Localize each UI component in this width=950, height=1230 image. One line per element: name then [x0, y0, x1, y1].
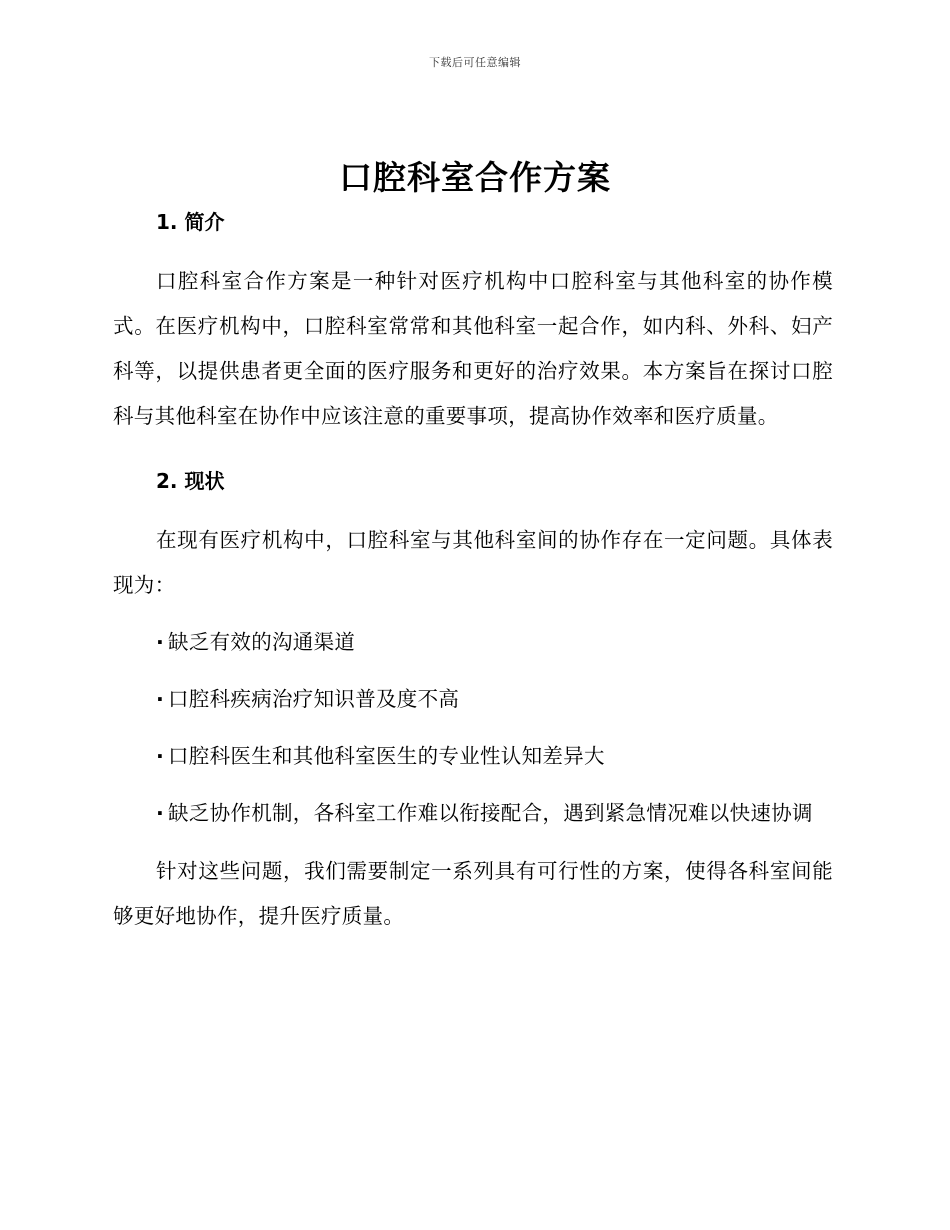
list-item	[113, 677, 833, 722]
document-body	[113, 200, 833, 939]
list-item	[113, 791, 833, 836]
document-title: 口腔科室合作方案	[339, 158, 611, 197]
page-header-note: 下载后可任意编辑	[429, 56, 521, 69]
list-item-text: 缺乏协作机制，各科室工作难以衔接配合，遇到紧急情况难以快速协调	[168, 801, 813, 825]
bullet-dot-icon: ·	[156, 630, 165, 654]
status-intro-paragraph: 在现有医疗机构中，口腔科室与其他科室间的协作存在一定问题。具体表现为：	[113, 528, 833, 597]
bullet-dot-icon: ·	[156, 687, 165, 711]
list-item-text: 口腔科疾病治疗知识普及度不高	[168, 687, 460, 711]
section-heading-introduction: 1. 简介	[156, 210, 225, 234]
list-item	[113, 620, 833, 665]
conclusion-paragraph: 针对这些问题，我们需要制定一系列具有可行性的方案，使得各科室间能够更好地协作，提升医疗质量。	[113, 859, 833, 928]
section-heading-status: 2. 现状	[156, 469, 225, 493]
bullet-dot-icon: ·	[156, 744, 165, 768]
list-item-text: 缺乏有效的沟通渠道	[168, 630, 356, 654]
problem-list	[113, 620, 833, 836]
list-item	[113, 734, 833, 779]
list-item-text: 口腔科医生和其他科室医生的专业性认知差异大	[168, 744, 605, 768]
introduction-paragraph: 口腔科室合作方案是一种针对医疗机构中口腔科室与其他科室的协作模式。在医疗机构中，口腔科室常常和其他科室一起合作，如内科、外科、妇产科等，以提供患者更全面的医疗服务和更好的治疗效果。本方案旨在探讨口腔科与其他科室在协作中应该注意的重要事项，提高协作效率和医疗质量。	[113, 269, 833, 428]
bullet-dot-icon: ·	[156, 801, 165, 825]
